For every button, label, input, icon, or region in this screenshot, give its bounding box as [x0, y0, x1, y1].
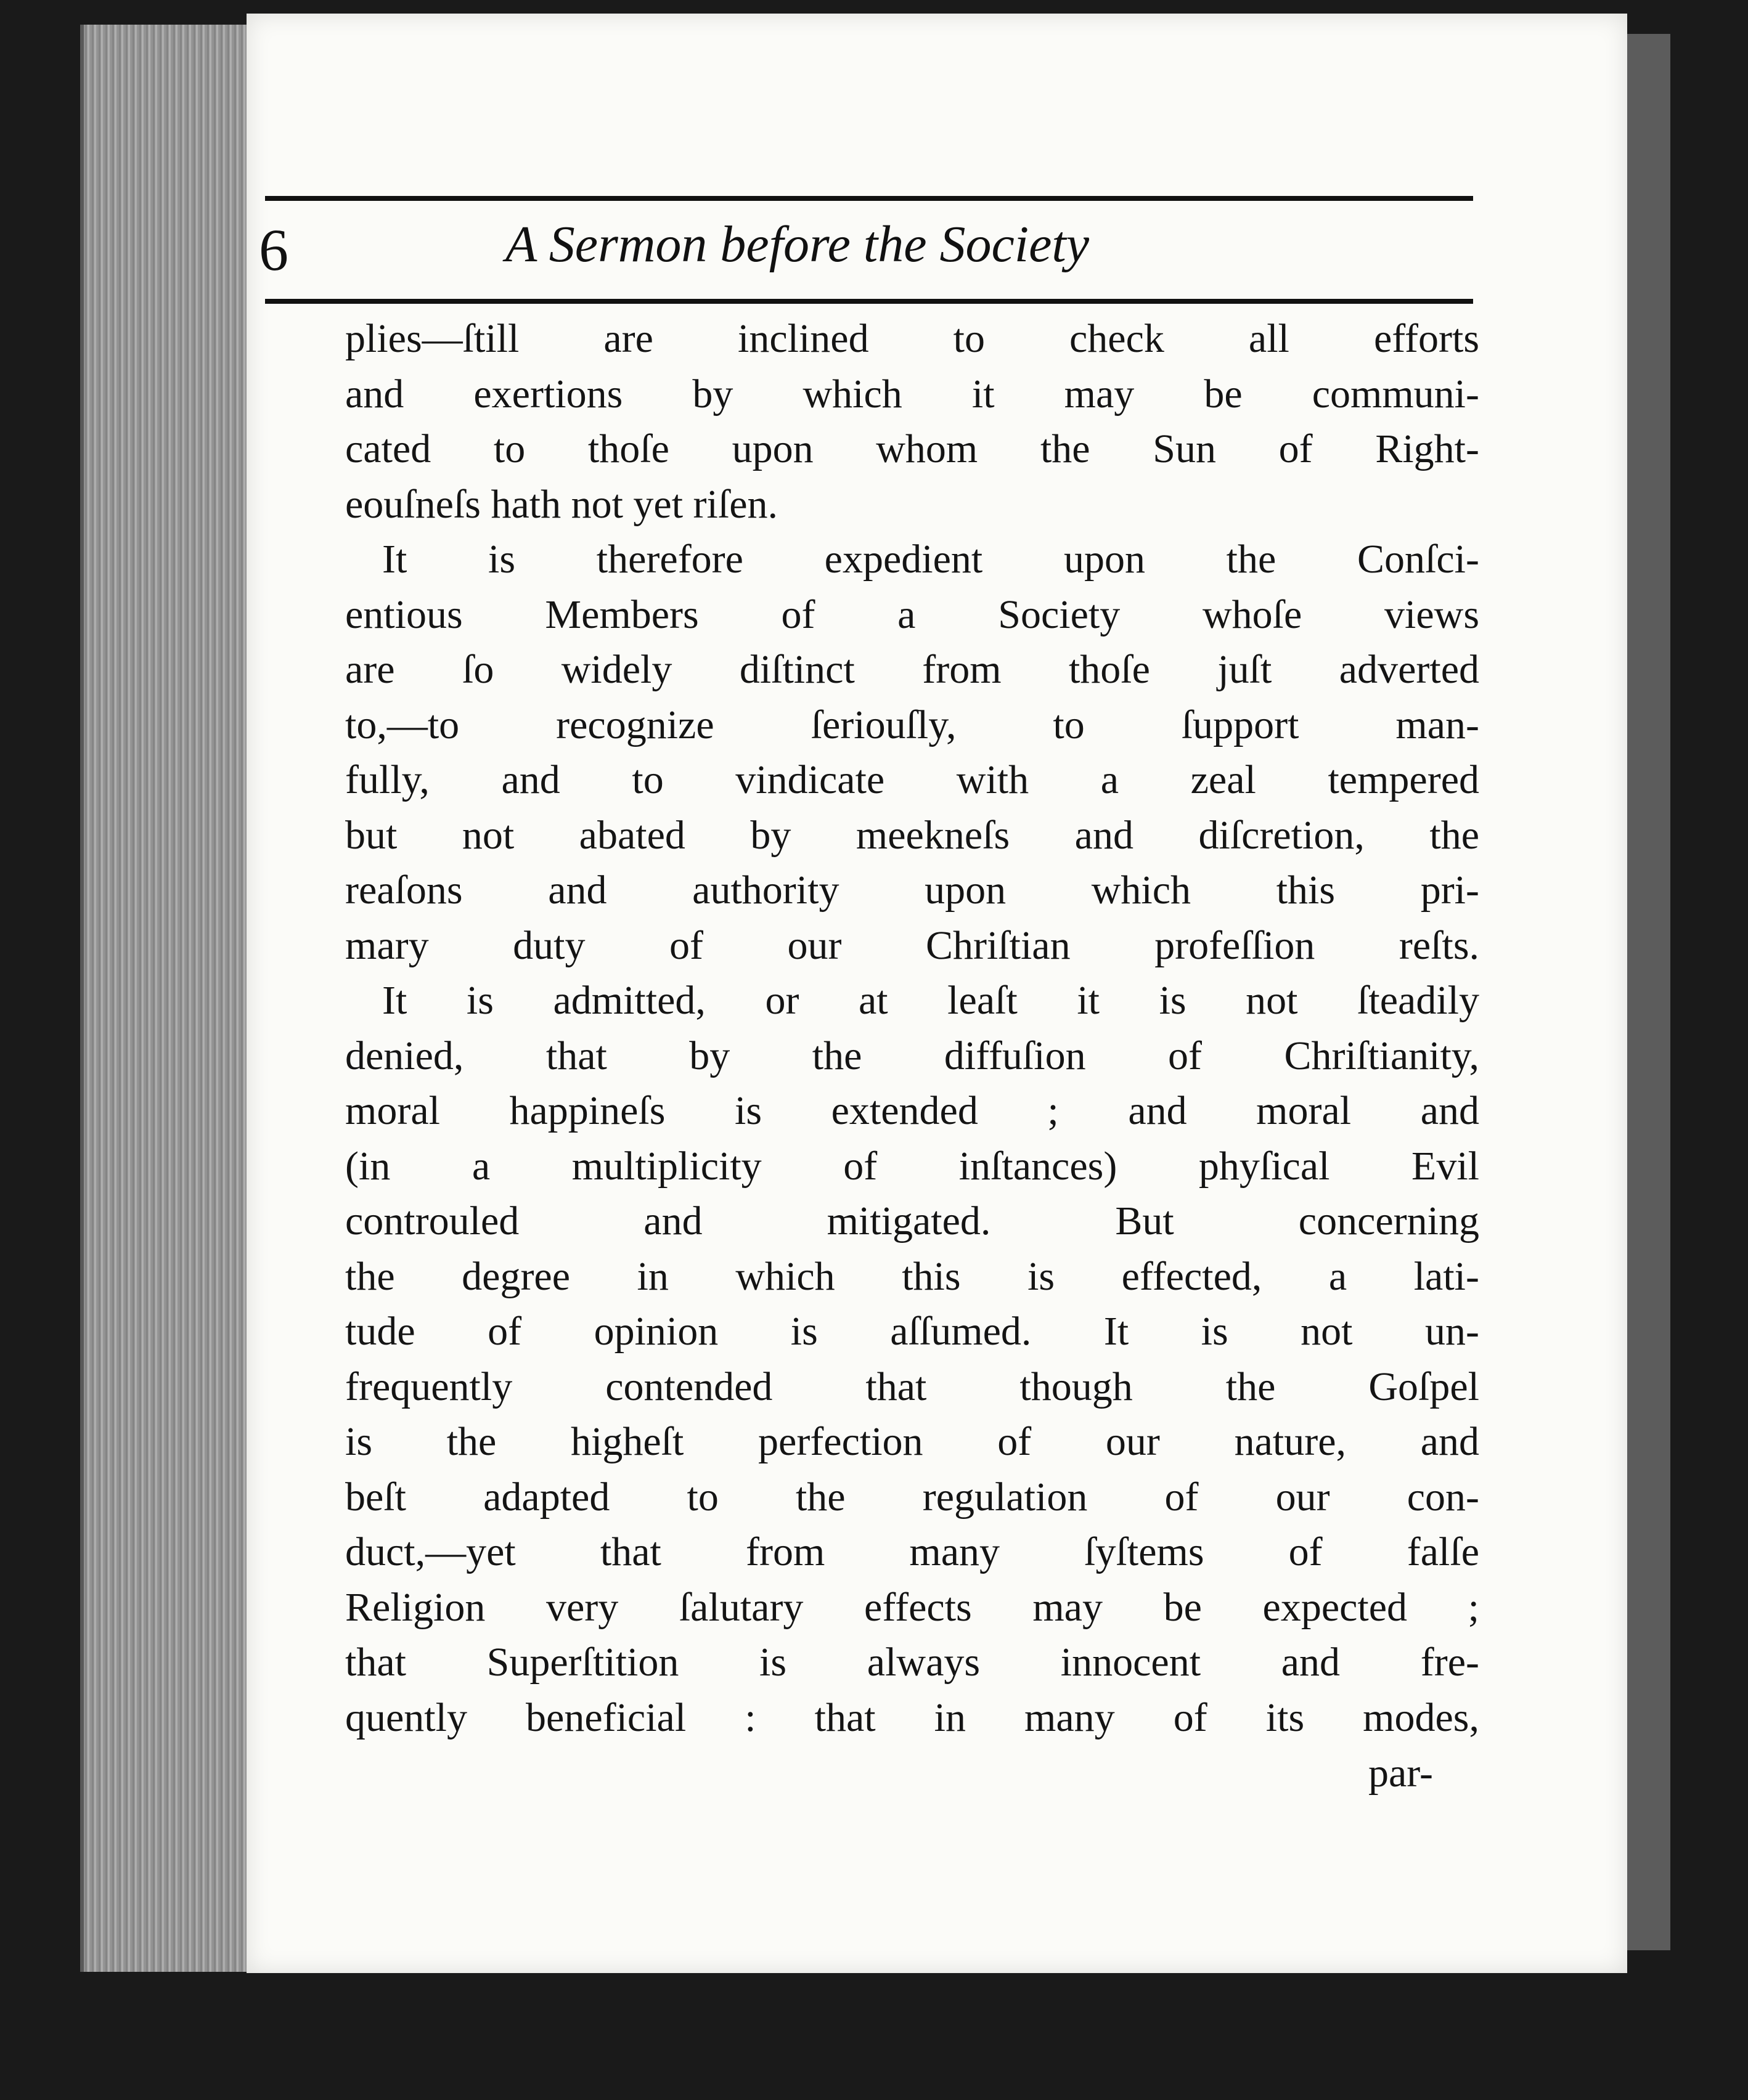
text-line: It is therefore expedient upon the Conſci- [382, 537, 1479, 582]
text-line: beſt adapted to the regulation of our con- [345, 1474, 1479, 1520]
text-line: the degree in which this is effected, a lati- [345, 1253, 1479, 1299]
text-line: duct,—yet that from many ſyſtems of falſe [345, 1529, 1479, 1574]
text-line: but not abated by meekneſs and diſcretion, the [345, 812, 1479, 858]
text-line: eouſneſs hath not yet riſen. [345, 481, 778, 527]
text-line: tude of opinion is aſſumed. It is not un- [345, 1309, 1479, 1354]
text-line: that Superſtition is always innocent and fre- [345, 1640, 1479, 1685]
text-line: entious Members of a Society whoſe views [345, 592, 1479, 637]
body-text [345, 311, 1479, 1745]
text-line: are ſo widely diſtinct from thoſe juſt adverted [345, 647, 1479, 692]
text-line: controuled and mitigated. But concerning [345, 1199, 1479, 1243]
text-line: is the higheſt perfection of our nature, and [345, 1419, 1479, 1464]
text-line: It is admitted, or at leaſt it is not ſteadily [382, 978, 1479, 1023]
text-line: (in a multiplicity of inſtances) phyſical Evil [345, 1143, 1479, 1189]
page-number: 6 [259, 217, 288, 283]
text-line: moral happineſs is extended ; and moral and [345, 1088, 1479, 1133]
text-line: to,—to recognize ſeriouſly, to ſupport man- [345, 702, 1479, 747]
text-line: denied, that by the diffuſion of Chriſtianity, [345, 1033, 1479, 1078]
text-line: reaſons and authority upon which this pri- [345, 868, 1479, 913]
text-line: cated to thoſe upon whom the Sun of Right- [345, 426, 1479, 471]
catchword: par- [1368, 1751, 1433, 1796]
text-line: and exertions by which it may be communi- [345, 371, 1479, 417]
text-line: plies—ſtill are inclined to check all efforts [345, 316, 1479, 361]
book-page-edges [80, 25, 263, 1972]
text-line: fully, and to vindicate with a zeal tempered [345, 757, 1479, 802]
text-line: mary duty of our Chriſtian profeſſion reſts. [345, 922, 1479, 968]
running-title: A Sermon before the Society [505, 216, 1090, 273]
header-rule-bottom [265, 299, 1473, 304]
header-rule-top [265, 196, 1473, 201]
text-line: frequently contended that though the Goſpel [345, 1364, 1479, 1409]
text-line: quently beneficial : that in many of its modes, [345, 1695, 1479, 1740]
text-line: Religion very ſalutary effects may be expected ; [345, 1584, 1479, 1630]
